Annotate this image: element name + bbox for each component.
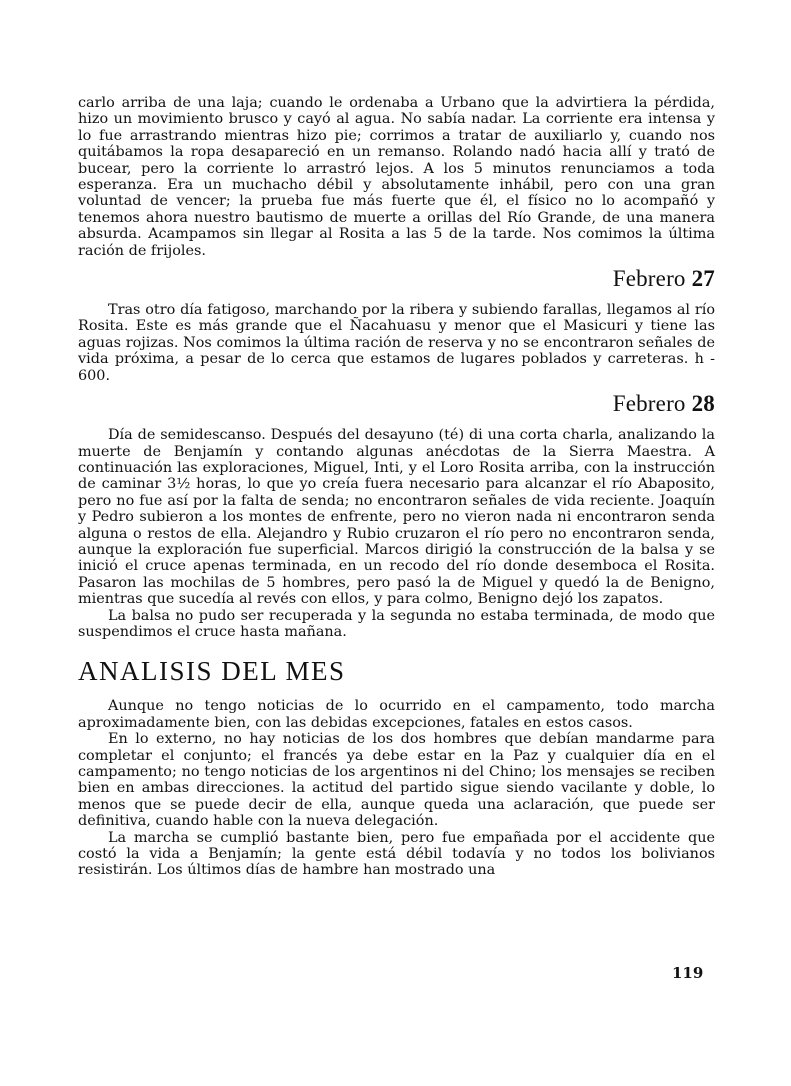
entry-paragraph: Tras otro día fatigoso, marchando por la ribera y subiendo farallas, llegamos al río Rosita. Este es más grande que el Ñacahuasu y menor que el Masicuri y tiene las aguas rojizas. Nos comimos la última ración de reserva y no se encontraron señales de vida próxima, a pesar de lo cerca que estamos de lugares poblados y carreteras. h - 600. bbox=[78, 302, 715, 384]
entry-day: 27 bbox=[691, 266, 715, 292]
page-body bbox=[78, 95, 715, 879]
section-paragraph: La marcha se cumplió bastante bien, pero fue empañada por el accidente que costó la vida a Benjamín; la gente está débil todavía y no todos los bolivianos resistirán. Los últimos días de hambre han mostrado una bbox=[78, 829, 715, 879]
entry-day: 28 bbox=[691, 391, 715, 417]
page-number: 119 bbox=[672, 964, 704, 982]
entry-month: Febrero bbox=[612, 391, 686, 417]
entry-month: Febrero bbox=[612, 266, 686, 292]
entry-paragraph: La balsa no pudo ser recuperada y la segunda no estaba terminada, de modo que suspendimos el cruce hasta mañana. bbox=[78, 607, 715, 640]
section-paragraph: Aunque no tengo noticias de lo ocurrido en el campamento, todo marcha aproximadamente bien, con las debidas excepciones, fatales en estos casos. bbox=[78, 698, 715, 731]
opening-paragraph: carlo arriba de una laja; cuando le ordenaba a Urbano que la advirtiera la pérdida, hizo un movimiento brusco y cayó al agua. No sabía nadar. La corriente era intensa y lo fue arrastrando mientras hizo pie; corrimos a tratar de auxiliarlo y, cuando nos quitábamos la ropa desapareció en un remanso. Rolando nadó hacia allí y trató de bucear, pero la corriente lo arrastró lejos. A los 5 minutos renunciamos a toda esperanza. Era un muchacho débil y absolutamente inhábil, pero con una gran voluntad de vencer; la prueba fue más fuerte que él, el físico no lo acompañó y tenemos ahora nuestro bautismo de muerte a orillas del Río Grande, de una manera absurda. Acampamos sin llegar al Rosita a las 5 de la tarde. Nos comimos la última ración de frijoles. bbox=[78, 95, 715, 259]
section-paragraph: En lo externo, no hay noticias de los dos hombres que debían mandarme para completar el conjunto; el francés ya debe estar en la Paz y cualquier día en el campamento; no tengo noticias de los argentinos ni del Chino; los mensajes se reciben bien en ambas direcciones. la actitud del partido sigue siendo vacilante y doble, lo menos que se puede decir de ella, aunque queda una aclaración, que puede ser definitiva, cuando hable con la nueva delegación. bbox=[78, 731, 715, 830]
entry-date-feb-28 bbox=[78, 391, 715, 417]
entry-date-feb-27 bbox=[78, 266, 715, 292]
section-title: ANALISIS DEL MES bbox=[78, 656, 346, 687]
entry-paragraph: Día de semidescanso. Después del desayuno (té) di una corta charla, analizando la muerte de Benjamín y contando algunas anécdotas de la Sierra Maestra. A continuación las exploraciones, Miguel, Inti, y el Loro Rosita arriba, con la instrucción de caminar 3½ horas, lo que yo creía fuera necesario para alcanzar el río Abaposito, pero no fue así por la falta de senda; no encontraron señales de vida reciente. Joaquín y Pedro subieron a los montes de enfrente, pero no vieron nada ni encontraron senda alguna o restos de ella. Alejandro y Rubio cruzaron el río pero no encontraron senda, aunque la exploración fue superficial. Marcos dirigió la construcción de la balsa y se inició el cruce apenas terminada, en un recodo del río donde desemboca el Rosita. Pasaron las mochilas de 5 hombres, pero pasó la de Miguel y quedó la de Benigno, mientras que sucedía al revés con ellos, y para colmo, Benigno dejó los zapatos. bbox=[78, 427, 715, 608]
